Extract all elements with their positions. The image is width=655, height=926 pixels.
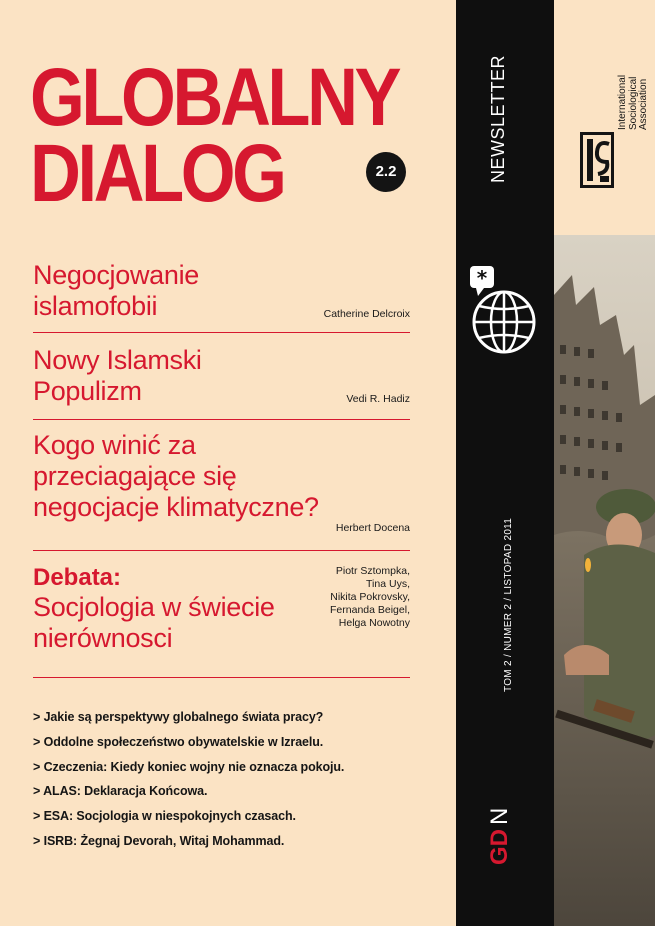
- isa-line-3: Association: [638, 78, 649, 130]
- article-3-title-line-2: przeciagające się: [33, 461, 237, 491]
- divider-2: [33, 419, 410, 420]
- article-1-title-line-1: Negocjowanie: [33, 260, 200, 290]
- isa-line-2: Sociological: [627, 76, 639, 130]
- article-2-title-line-2: Populizm: [33, 376, 142, 406]
- debate-author-5: Helga Nowotny: [338, 617, 410, 629]
- debate-title-line-1: Socjologia w świecie: [33, 592, 275, 622]
- divider-4: [33, 677, 410, 678]
- toc-item[interactable]: > ISRB: Żegnaj Devorah, Witaj Mohammad.: [33, 833, 285, 848]
- masthead-line-2: DIALOG: [30, 128, 284, 219]
- spine-volume: TOM 2 / NUMER 2 / LISTOPAD 2011: [503, 517, 514, 692]
- gdn-logo-icon: [483, 795, 513, 865]
- article-3-title-line-1: Kogo winić za: [33, 430, 196, 460]
- toc-list: [33, 705, 433, 854]
- article-1-title-line-2: islamofobii: [33, 291, 158, 321]
- toc-item[interactable]: > Jakie są perspektywy globalnego świata pracy?: [33, 710, 324, 724]
- masthead-line-1: GLOBALNY: [30, 52, 399, 143]
- article-3[interactable]: [33, 430, 410, 540]
- article-3-title-line-3: negocjacje klimatyczne?: [33, 492, 319, 522]
- article-3-author: Herbert Docena: [335, 522, 410, 534]
- svg-text:*: *: [476, 266, 488, 290]
- spine-newsletter: NEWSLETTER: [488, 54, 508, 183]
- debate-section[interactable]: [33, 563, 410, 663]
- divider-3: [33, 550, 410, 551]
- divider-1: [33, 332, 410, 333]
- article-1-author: Catherine Delcroix: [323, 308, 410, 320]
- masthead-title: [30, 52, 399, 219]
- debate-title-line-2: nierównosci: [33, 623, 173, 653]
- debate-author-4: Fernanda Beigel,: [330, 604, 410, 616]
- soldier-photo: [554, 235, 655, 926]
- issue-badge: 2.2: [366, 152, 406, 192]
- isa-name: [618, 75, 650, 130]
- isa-logo-icon: [580, 132, 614, 188]
- toc-item[interactable]: > ESA: Socjologia w niespokojnych czasach.: [33, 809, 296, 824]
- isa-line-1: International: [617, 74, 628, 130]
- article-2-title-line-1: Nowy Islamski: [33, 345, 202, 375]
- debate-authors: [330, 565, 410, 630]
- svg-text:GD: GD: [486, 829, 513, 865]
- article-1[interactable]: [33, 260, 410, 322]
- article-2-author: Vedi R. Hadiz: [346, 393, 410, 405]
- isa-block: [580, 58, 649, 188]
- debate-author-2: Tina Uys,: [366, 578, 410, 590]
- toc-item[interactable]: > ALAS: Deklaracja Końcowa.: [33, 784, 208, 799]
- toc-item[interactable]: > Oddolne społeczeństwo obywatelskie w Izraelu.: [33, 734, 324, 749]
- debate-label: Debata:: [33, 564, 122, 591]
- svg-text:N: N: [486, 807, 513, 825]
- debate-author-3: Nikita Pokrovsky,: [330, 591, 410, 603]
- article-3-title: [33, 430, 410, 523]
- globe-speech-bubble-icon: [466, 262, 542, 358]
- debate-author-1: Piotr Sztompka,: [335, 565, 410, 577]
- toc-item[interactable]: > Czeczenia: Kiedy koniec wojny nie oznacza pokoju.: [33, 759, 345, 774]
- article-2[interactable]: [33, 345, 410, 409]
